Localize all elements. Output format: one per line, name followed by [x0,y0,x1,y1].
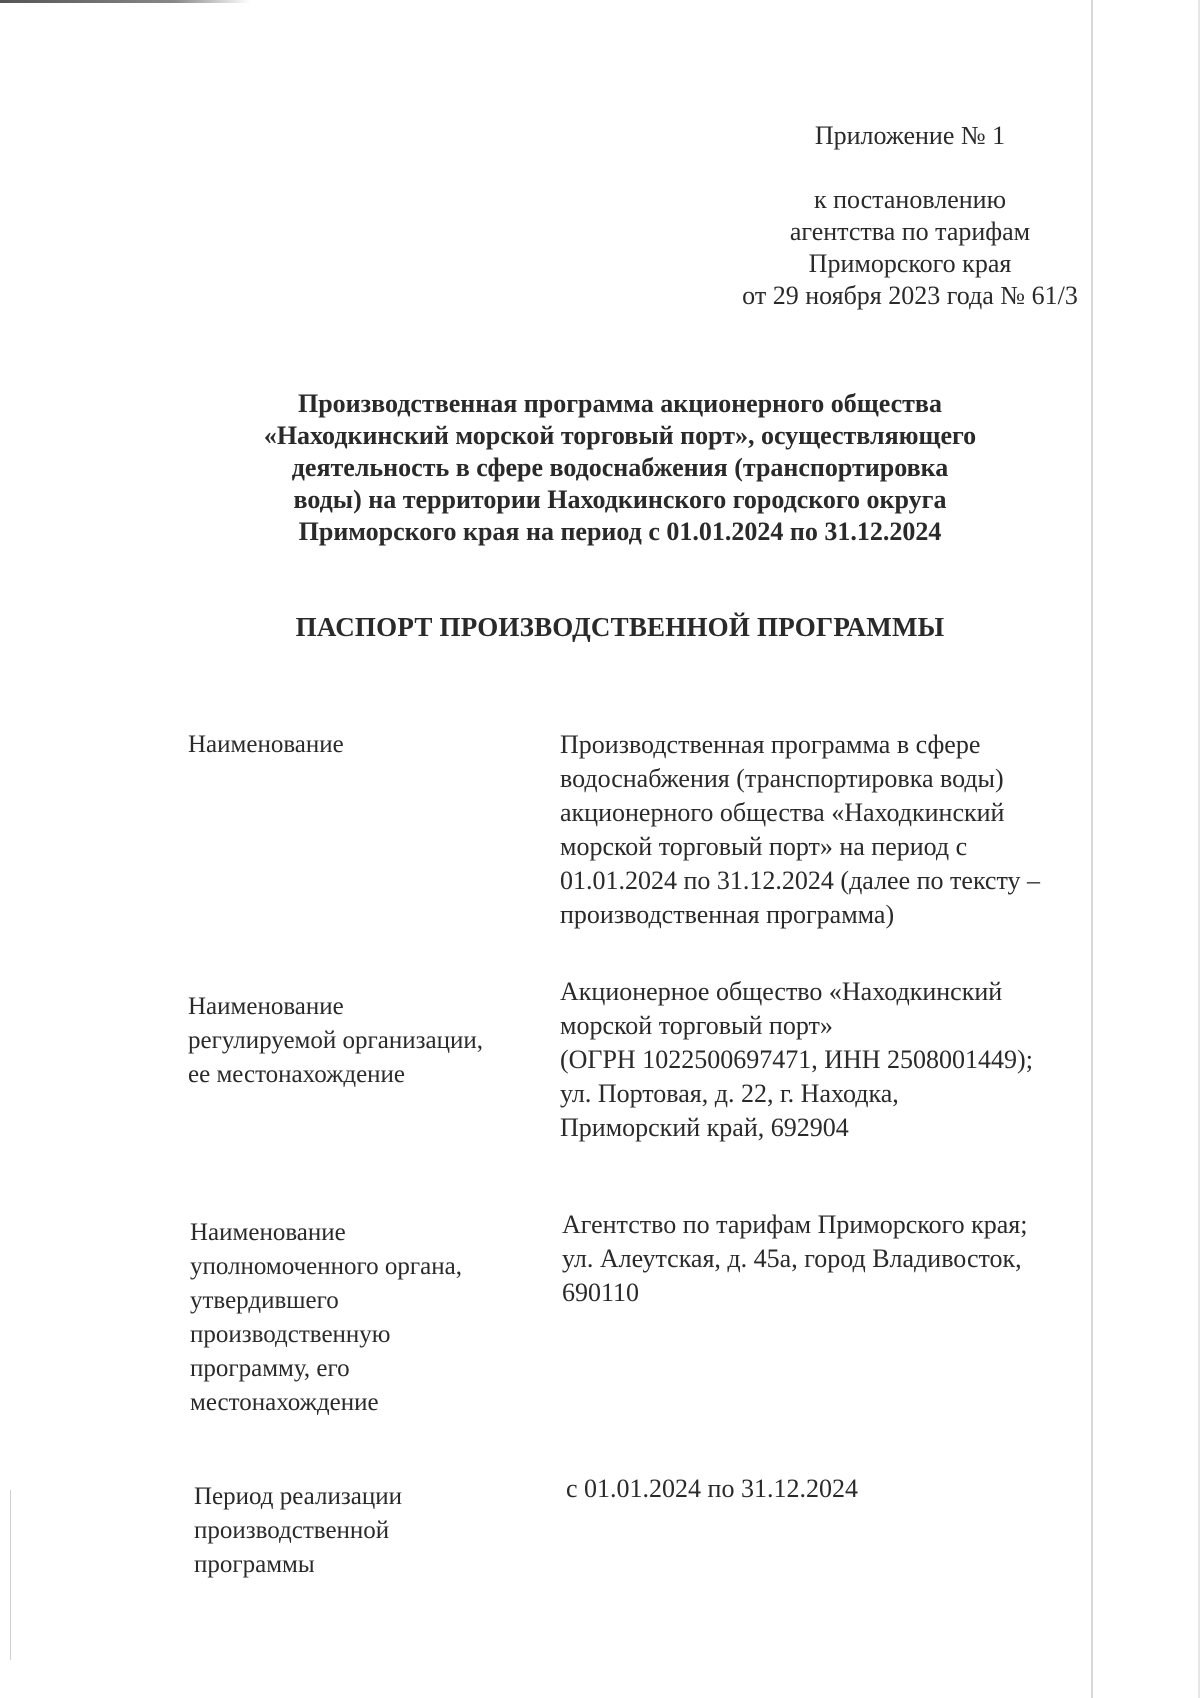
row-value [560,728,1090,932]
value-line: акционерного общества «Находкинский [560,798,1005,827]
value-line: морской торговый порт» на период с [560,832,968,861]
value-line: 01.01.2024 по 31.12.2024 (далее по тексту – [560,866,1040,895]
value-line: ул. Портовая, д. 22, г. Находка, [560,1079,899,1108]
label-line: программы [194,1551,315,1578]
decree-reference [700,184,1120,312]
title-line: деятельность в сфере водоснабжения (транспортировка [291,453,949,482]
appendix-number: Приложение № 1 [814,121,1006,150]
scan-artifact-left-edge [10,1490,11,1660]
value-line: Производственная программа в сфере [560,730,981,759]
row-label [188,728,528,762]
value-line: Акционерное общество «Находкинский [560,977,1003,1006]
label-line: Период реализации [194,1483,402,1510]
label-line: производственной [194,1517,390,1544]
passport-heading: ПАСПОРТ ПРОИЗВОДСТВЕННОЙ ПРОГРАММЫ [295,612,945,642]
decree-line: Приморского края [808,249,1012,278]
value-line: 690110 [562,1278,640,1307]
title-line: «Находкинский морской торговый порт», осуществляющего [263,421,977,450]
title-line: Приморского края на период с 01.01.2024 по 31.12.2024 [298,517,942,546]
value-line: ул. Алеутская, д. 45а, город Владивосток, [562,1244,1022,1273]
value-line: (ОГРН 1022500697471, ИНН 2508001449); [560,1045,1033,1074]
label-line: Наименование [190,1219,346,1246]
label-line: местонахождение [190,1389,379,1416]
label-line: регулируемой организации, [188,1027,483,1054]
document-title [190,388,1050,548]
label-line: уполномоченного органа, [190,1253,462,1280]
row-label [194,1480,534,1582]
value-line: водоснабжения (транспортировка воды) [560,764,1004,793]
label-line: программу, его [190,1355,350,1382]
row-label [190,1216,530,1420]
value-line: Агентство по тарифам Приморского края; [562,1210,1028,1239]
value-line: производственная программа) [560,900,895,929]
label-line: Наименование [188,731,344,758]
decree-line: от 29 ноября 2023 года № 61/3 [742,281,1078,310]
row-value [560,975,1090,1145]
title-line: Производственная программа акционерного общества [298,389,942,418]
row-value [562,1208,1092,1310]
label-line: производственную [190,1321,391,1348]
row-value [566,1472,1096,1506]
decree-line: агентства по тарифам [789,217,1031,246]
value-line: с 01.01.2024 по 31.12.2024 [566,1474,858,1503]
label-line: утвердившего [190,1287,339,1314]
decree-line: к постановлению [813,185,1007,214]
label-line: ее местонахождение [188,1061,406,1088]
value-line: морской торговый порт» [560,1011,833,1040]
row-label [188,990,528,1092]
label-line: Наименование [188,993,344,1020]
value-line: Приморский край, 692904 [560,1113,849,1142]
title-line: воды) на территории Находкинского городского округа [293,485,947,514]
scan-artifact-top [0,0,250,3]
